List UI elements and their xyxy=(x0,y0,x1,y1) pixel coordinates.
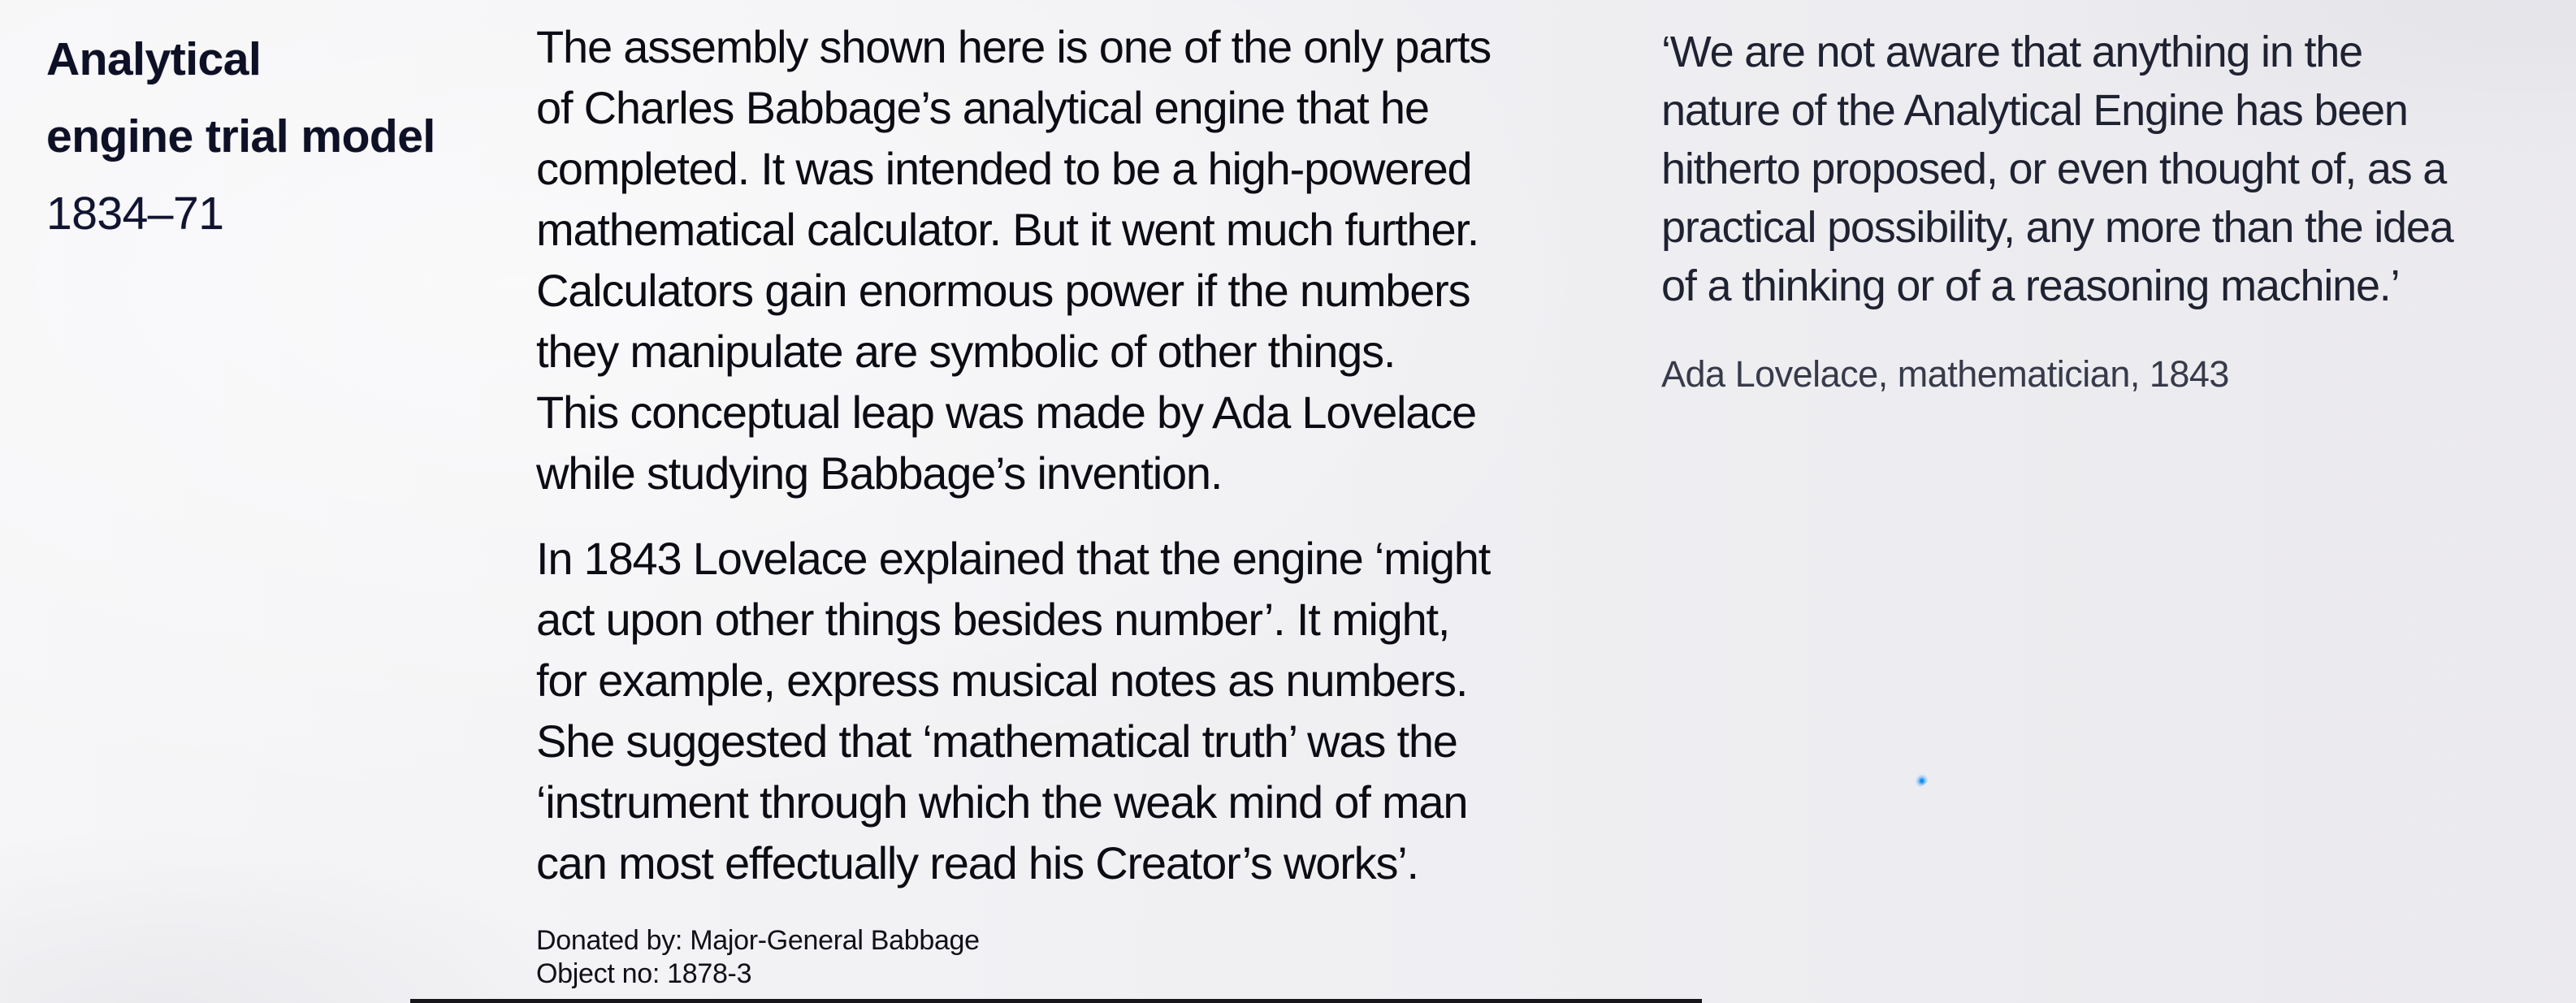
text-line: Calculators gain enormous power if the numbers xyxy=(536,265,1470,316)
quote-line: hitherto proposed, or even thought of, as a xyxy=(1661,145,2447,193)
object-date-range: 1834–71 xyxy=(46,188,224,240)
description-paragraph-1 xyxy=(536,16,1625,504)
description-paragraph-2 xyxy=(536,528,1625,893)
quote-line: practical possibility, any more than the idea xyxy=(1661,203,2453,252)
text-line: The assembly shown here is one of the only parts xyxy=(536,21,1491,72)
quote-attribution: Ada Lovelace, mathematician, 1843 xyxy=(1661,353,2229,395)
text-line: can most effectually read his Creator’s works’. xyxy=(536,837,1418,888)
object-number-line: Object no: 1878-3 xyxy=(536,958,752,989)
text-line: while studying Babbage’s invention. xyxy=(536,447,1223,499)
text-line: In 1843 Lovelace explained that the engine ‘might xyxy=(536,533,1491,584)
text-line: act upon other things besides number’. It might, xyxy=(536,594,1450,645)
text-line: ‘instrument through which the weak mind of man xyxy=(536,776,1468,828)
credit-block xyxy=(536,924,1625,991)
text-line: mathematical calculator. But it went much further. xyxy=(536,204,1479,255)
object-title-line-1: Analytical xyxy=(46,33,262,85)
text-line: This conceptual leap was made by Ada Lovelace xyxy=(536,387,1476,438)
blue-speck-artifact xyxy=(1911,763,1933,790)
text-line: they manipulate are symbolic of other things. xyxy=(536,326,1396,377)
donated-by-line: Donated by: Major-General Babbage xyxy=(536,925,980,956)
quote-line: of a thinking or of a reasoning machine.’ xyxy=(1661,262,2400,310)
text-line: completed. It was intended to be a high-powered xyxy=(536,143,1472,194)
quote-line: nature of the Analytical Engine has been xyxy=(1661,86,2408,135)
photo-edge-strip xyxy=(410,999,1702,1003)
quote-line: ‘We are not aware that anything in the xyxy=(1661,28,2362,76)
lovelace-quote xyxy=(1661,23,2576,315)
text-line: for example, express musical notes as numbers. xyxy=(536,655,1468,706)
text-line: of Charles Babbage’s analytical engine that he xyxy=(536,82,1429,133)
text-line: She suggested that ‘mathematical truth’ was the xyxy=(536,716,1457,767)
quote-block xyxy=(1661,23,2576,396)
description-block xyxy=(536,16,1625,991)
object-title-block xyxy=(46,21,501,253)
object-title-line-2: engine trial model xyxy=(46,110,435,162)
